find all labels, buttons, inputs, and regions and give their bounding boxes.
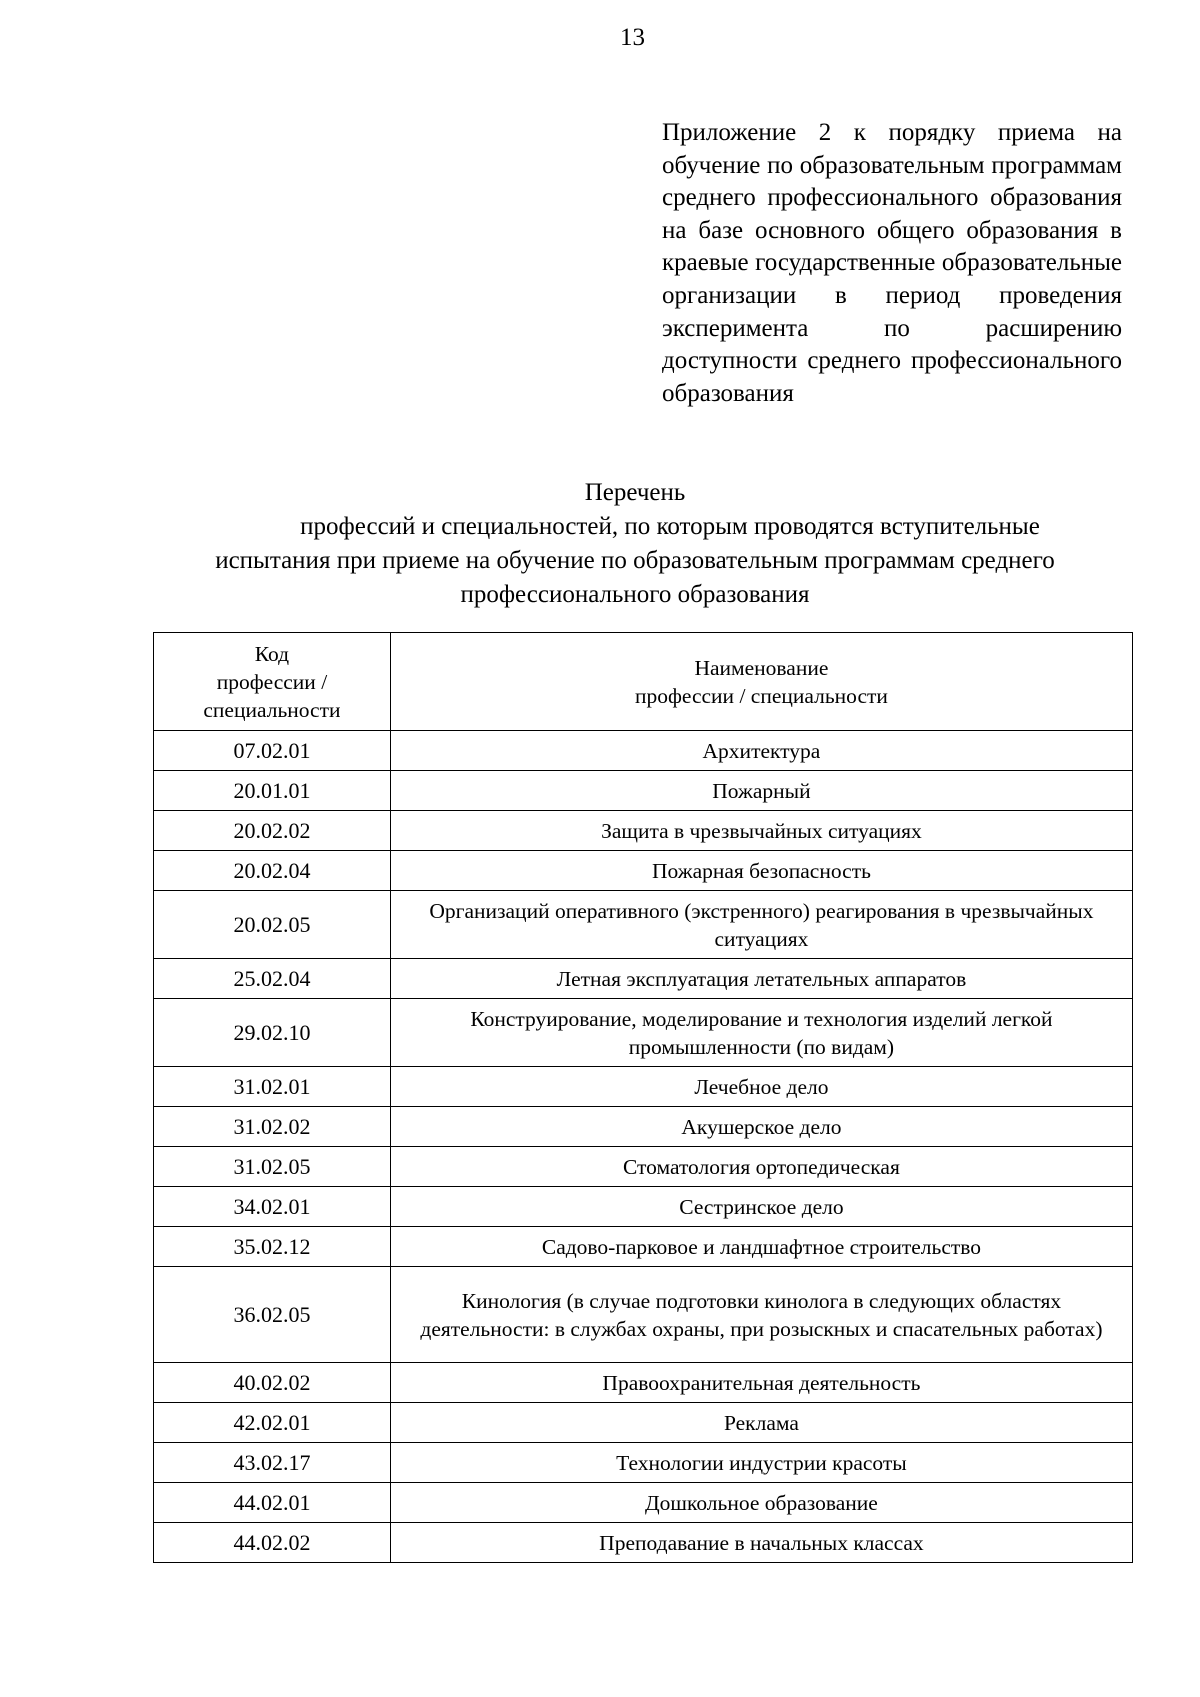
list-heading-line: профессионального образования xyxy=(460,581,810,608)
name-cell: Архитектура xyxy=(390,731,1132,771)
code-cell: 25.02.04 xyxy=(154,959,391,999)
table-row xyxy=(154,1523,1133,1563)
table-row xyxy=(154,811,1133,851)
table-row xyxy=(154,851,1133,891)
table-row xyxy=(154,1227,1133,1267)
name-cell: Преподавание в начальных классах xyxy=(390,1523,1132,1563)
table-row xyxy=(154,1187,1133,1227)
list-heading-title: Перечень xyxy=(584,479,686,506)
header-code-line: Код xyxy=(254,641,290,666)
code-cell: 20.02.04 xyxy=(154,851,391,891)
header-name-line: профессии / специальности xyxy=(634,683,888,708)
name-cell: Кинология (в случае подготовки кинолога в следующих областях деятельности: в службах охраны, при розыскных и спасательных работах) xyxy=(390,1267,1132,1363)
code-cell: 31.02.01 xyxy=(154,1067,391,1107)
code-cell: 34.02.01 xyxy=(154,1187,391,1227)
code-cell: 42.02.01 xyxy=(154,1403,391,1443)
table-row xyxy=(154,1403,1133,1443)
code-cell: 44.02.02 xyxy=(154,1523,391,1563)
header-code-line: специальности xyxy=(203,697,341,722)
header-name-line: Наименование xyxy=(694,655,829,680)
name-cell: Пожарная безопасность xyxy=(390,851,1132,891)
code-cell: 31.02.02 xyxy=(154,1107,391,1147)
list-heading-line: профессий и специальностей, по которым проводятся вступительные xyxy=(300,513,1040,540)
name-cell: Организаций оперативного (экстренного) реагирования в чрезвычайных ситуациях xyxy=(390,891,1132,959)
professions-table xyxy=(153,632,1133,1563)
name-cell: Технологии индустрии красоты xyxy=(390,1443,1132,1483)
code-cell: 20.01.01 xyxy=(154,771,391,811)
appendix-note: Приложение 2 к порядку приема на обучение по образовательным программам среднего профессионального образования на базе основного общего образования в краевые государственные образовательные организации в период проведения эксперимента по расширению доступности среднего профессионального образования xyxy=(662,119,1122,407)
header-code-line: профессии / xyxy=(216,669,328,694)
table-row xyxy=(154,731,1133,771)
table-row xyxy=(154,999,1133,1067)
name-cell: Правоохранительная деятельность xyxy=(390,1363,1132,1403)
list-heading xyxy=(150,476,1120,612)
code-cell: 20.02.05 xyxy=(154,891,391,959)
table-header-row xyxy=(154,633,1133,731)
code-cell: 43.02.17 xyxy=(154,1443,391,1483)
table-row xyxy=(154,1443,1133,1483)
header-code xyxy=(154,633,391,731)
code-cell: 40.02.02 xyxy=(154,1363,391,1403)
table-row xyxy=(154,771,1133,811)
table-row xyxy=(154,959,1133,999)
code-cell: 07.02.01 xyxy=(154,731,391,771)
code-cell: 20.02.02 xyxy=(154,811,391,851)
name-cell: Лечебное дело xyxy=(390,1067,1132,1107)
name-cell: Сестринское дело xyxy=(390,1187,1132,1227)
name-cell: Реклама xyxy=(390,1403,1132,1443)
page-number: 13 xyxy=(620,24,645,51)
list-heading-line: испытания при приеме на обучение по образовательным программам среднего xyxy=(215,547,1055,574)
code-cell: 31.02.05 xyxy=(154,1147,391,1187)
table-row xyxy=(154,1067,1133,1107)
table-row xyxy=(154,1147,1133,1187)
code-cell: 36.02.05 xyxy=(154,1267,391,1363)
name-cell: Садово-парковое и ландшафтное строительство xyxy=(390,1227,1132,1267)
table-row xyxy=(154,891,1133,959)
header-name xyxy=(390,633,1132,731)
code-cell: 35.02.12 xyxy=(154,1227,391,1267)
code-cell: 29.02.10 xyxy=(154,999,391,1067)
table-row xyxy=(154,1483,1133,1523)
name-cell: Дошкольное образование xyxy=(390,1483,1132,1523)
name-cell: Конструирование, моделирование и технология изделий легкой промышленности (по видам) xyxy=(390,999,1132,1067)
name-cell: Пожарный xyxy=(390,771,1132,811)
name-cell: Летная эксплуатация летательных аппаратов xyxy=(390,959,1132,999)
table-row xyxy=(154,1107,1133,1147)
code-cell: 44.02.01 xyxy=(154,1483,391,1523)
table-row xyxy=(154,1267,1133,1363)
name-cell: Защита в чрезвычайных ситуациях xyxy=(390,811,1132,851)
table-row xyxy=(154,1363,1133,1403)
name-cell: Акушерское дело xyxy=(390,1107,1132,1147)
name-cell: Стоматология ортопедическая xyxy=(390,1147,1132,1187)
